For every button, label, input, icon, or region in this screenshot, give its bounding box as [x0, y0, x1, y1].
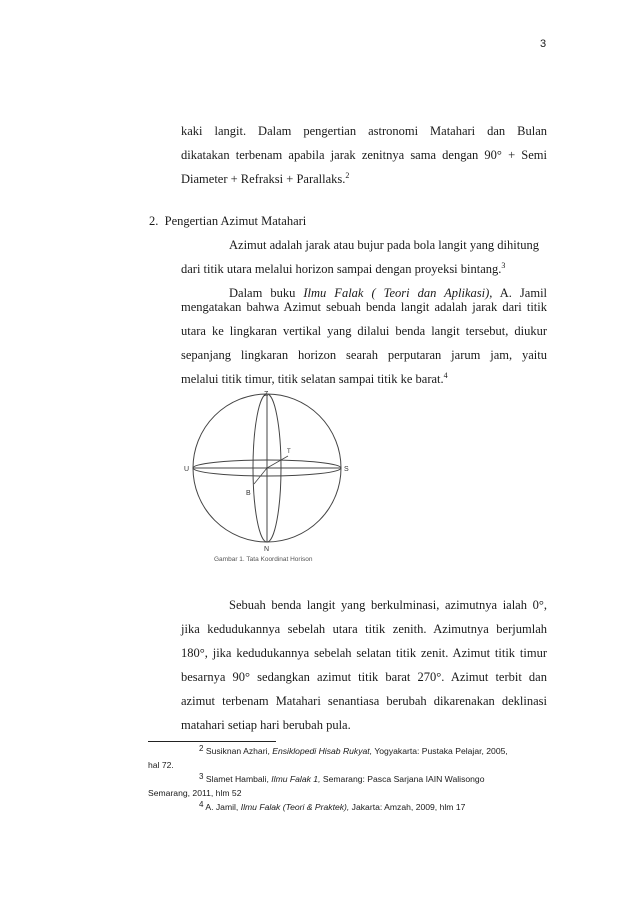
section-heading: [149, 213, 515, 229]
book-title: Ilmu Falak ( Teori dan Aplikasi),: [303, 286, 493, 300]
footnote-ref-2: 2: [345, 171, 350, 180]
footnote-ref-3: 3: [501, 261, 506, 270]
para4-line1: Sebuah benda langit yang berkulminasi, azimutnya ialah 0°,: [229, 598, 547, 612]
para3-line3: utara ke lingkaran vertikal yang dilalui benda langit tersebut, diukur: [181, 324, 547, 338]
para3-line4: sepanjang lingkaran horizon searah perputaran jarum jam, yaitu: [181, 348, 547, 362]
footnote-2-cont: hal 72.: [148, 760, 174, 770]
para1-line3: Diameter + Refraksi + Parallaks.$^2$: [181, 171, 350, 186]
star-line: [267, 456, 288, 468]
para2-line2: dari titik utara melalui horizon sampai dengan proyeksi bintang.$^3$: [181, 261, 506, 276]
footnote-3: $^3$ Slamet Hambali, Ilmu Falak 1, Semarang: Pasca Sarjana IAIN Walisongo: [199, 772, 485, 784]
footnote-3-cont: Semarang, 2011, hlm 52: [148, 788, 242, 798]
footnote-rule: [148, 741, 276, 742]
para4-line3: 180°, jika kedudukannya sebelah selatan titik zenit. Azimut titik timur: [181, 646, 547, 660]
label-north: N: [264, 546, 270, 553]
para1-line1: kaki langit. Dalam pengertian astronomi Matahari dan Bulan: [181, 124, 547, 138]
para4-line2: jika kedudukannya sebelah utara titik zenith. Azimutnya berjumlah: [181, 622, 547, 636]
footnote-4: $^4$ A. Jamil, Ilmu Falak (Teori & Praktek), Jakarta: Amzah, 2009, hlm 17: [199, 800, 466, 812]
celestial-sphere-figure: [180, 388, 360, 568]
page-number: 3: [540, 38, 547, 50]
para3-line1: Dalam buku Ilmu Falak ( Teori dan Aplikasi), A. Jamil: [229, 286, 548, 300]
para3-line2: mengatakan bahwa Azimut sebuah benda langit adalah jarak dari titik: [181, 300, 547, 314]
para3-line5: melalui titik timur, titik selatan sampai titik ke barat.$^4$: [181, 371, 448, 386]
para4-line6: matahari setiap hari berubah pula.: [181, 718, 351, 732]
para2-line1: Azimut adalah jarak atau bujur pada bola langit yang dihitung: [229, 238, 539, 252]
figure-caption: Gambar 1. Tata Koordinat Horison: [214, 556, 313, 563]
footnote-ref-4: 4: [443, 371, 448, 380]
footnote-2: $^2$ Susiknan Azhari, Ensiklopedi Hisab Rukyat, Yogyakarta: Pustaka Pelajar, 2005,: [199, 744, 508, 756]
section-number: 2.: [149, 214, 159, 228]
para1-line2: dikatakan terbenam apabila jarak zenitnya sama dengan 90° + Semi: [181, 148, 547, 162]
label-east: S: [344, 466, 349, 473]
label-b: B: [246, 490, 251, 497]
label-zenith: Z: [264, 391, 269, 398]
para4-line4: besarnya 90° sedangkan azimut titik barat 270°. Azimut terbit dan: [181, 670, 547, 684]
label-west: U: [184, 466, 190, 473]
section-title: Pengertian Azimut Matahari: [164, 214, 307, 228]
para4-line5: azimut terbenam Matahari senantiasa berubah dikarenakan deklinasi: [181, 694, 547, 708]
label-t: T: [287, 449, 291, 455]
